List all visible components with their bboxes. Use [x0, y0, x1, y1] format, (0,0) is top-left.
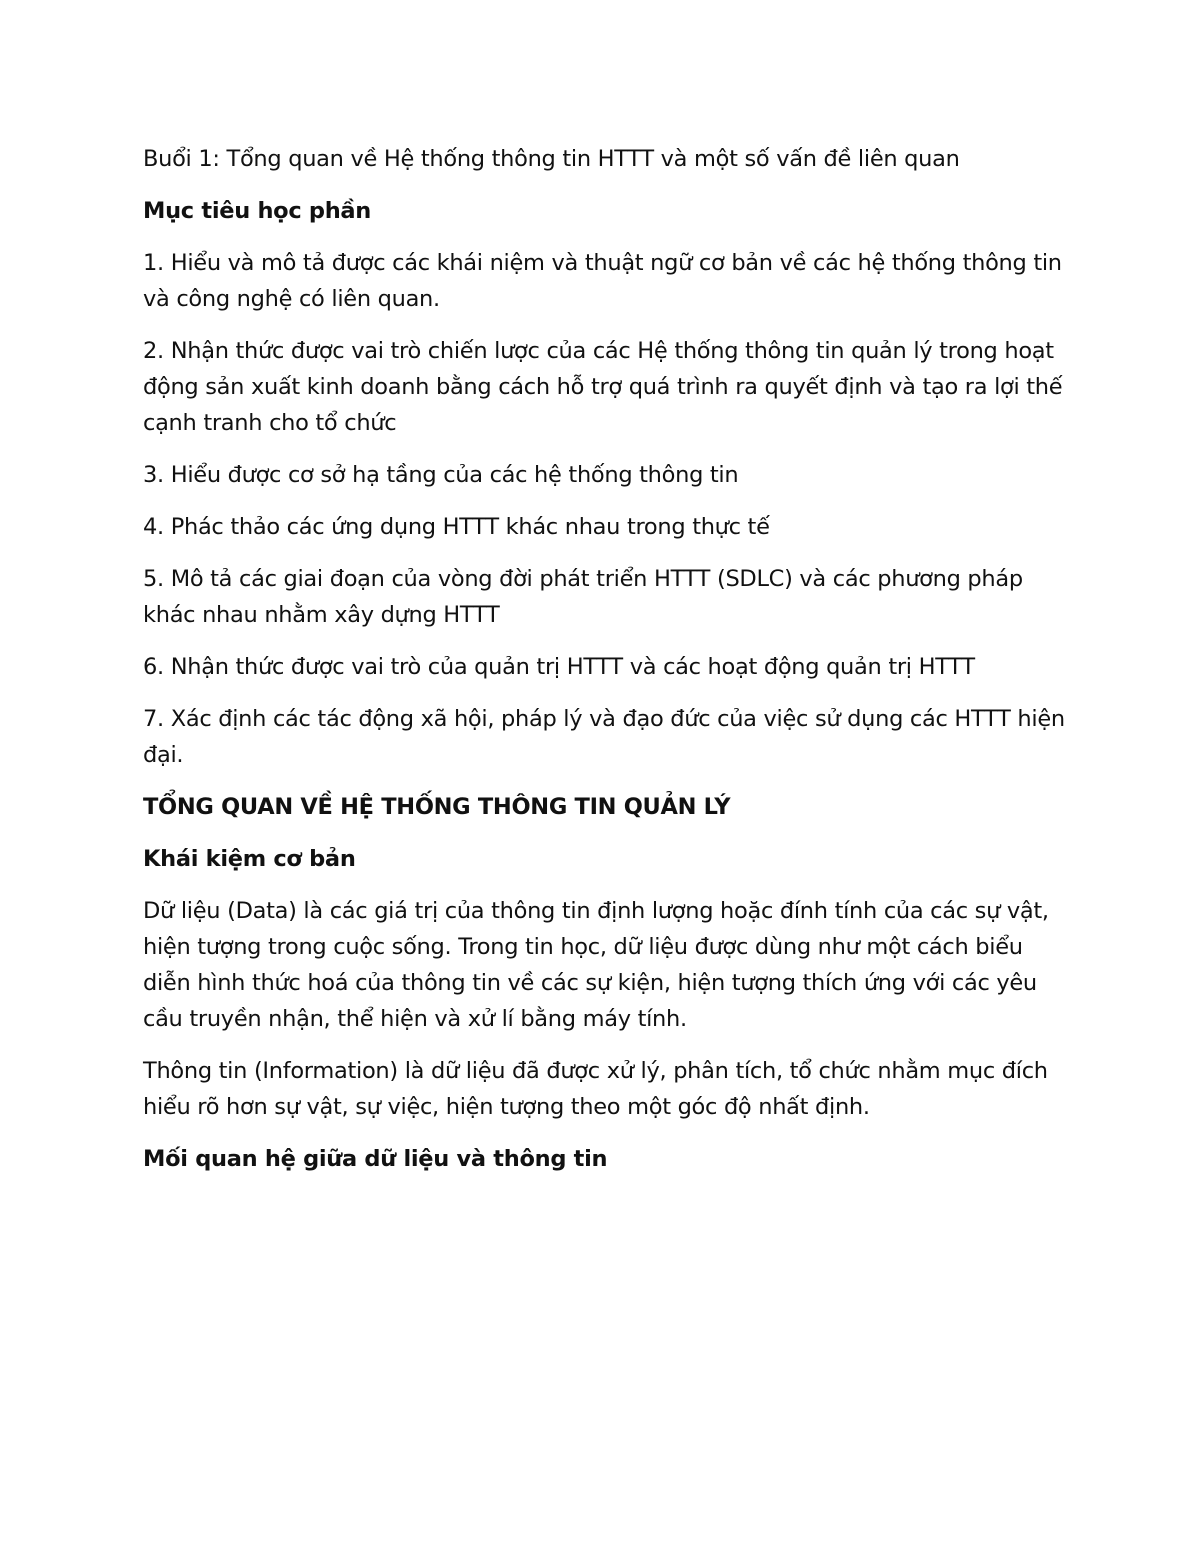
data-paragraph: Dữ liệu (Data) là các giá trị của thông tin định lượng hoặc đính tính của các sự vật, hiện tượng trong cuộc sống. Trong tin học, dữ liệu được dùng như một cách biểu diễn hình thức hoá của thông tin về các sự kiện, hiện tượng thích ứng với các yêu cầu truyền nhận, thể hiện và xử lí bằng máy tính.: [143, 898, 1049, 1032]
objective-item-7: 7. Xác định các tác động xã hội, pháp lý và đạo đức của việc sử dụng các HTTT hiện đại.: [143, 706, 1065, 768]
document-body: [143, 141, 1068, 1193]
objective-item-2: 2. Nhận thức được vai trò chiến lược của các Hệ thống thông tin quản lý trong hoạt động sản xuất kinh doanh bằng cách hỗ trợ quá trình ra quyết định và tạo ra lợi thế cạnh tranh cho tổ chức: [143, 338, 1063, 436]
objective-item-1: 1. Hiểu và mô tả được các khái niệm và thuật ngữ cơ bản về các hệ thống thông tin và công nghệ có liên quan.: [143, 250, 1062, 312]
relation-heading: Mối quan hệ giữa dữ liệu và thông tin: [143, 1146, 608, 1172]
objective-item-4: 4. Phác thảo các ứng dụng HTTT khác nhau trong thực tế: [143, 514, 770, 540]
objective-item-5: 5. Mô tả các giai đoạn của vòng đời phát triển HTTT (SDLC) và các phương pháp khác nhau nhằm xây dựng HTTT: [143, 566, 1023, 628]
concepts-heading: Khái kiệm cơ bản: [143, 846, 356, 872]
objective-item-6: 6. Nhận thức được vai trò của quản trị HTTT và các hoạt động quản trị HTTT: [143, 654, 975, 680]
section-heading: TỔNG QUAN VỀ HỆ THỐNG THÔNG TIN QUẢN LÝ: [143, 794, 731, 820]
objective-item-3: 3. Hiểu được cơ sở hạ tầng của các hệ thống thông tin: [143, 462, 739, 488]
document-title: Buổi 1: Tổng quan về Hệ thống thông tin HTTT và một số vấn đề liên quan: [143, 146, 960, 172]
information-paragraph: Thông tin (Information) là dữ liệu đã được xử lý, phân tích, tổ chức nhằm mục đích hiểu rõ hơn sự vật, sự việc, hiện tượng theo một góc độ nhất định.: [143, 1058, 1048, 1120]
objectives-heading: Mục tiêu học phần: [143, 198, 372, 224]
